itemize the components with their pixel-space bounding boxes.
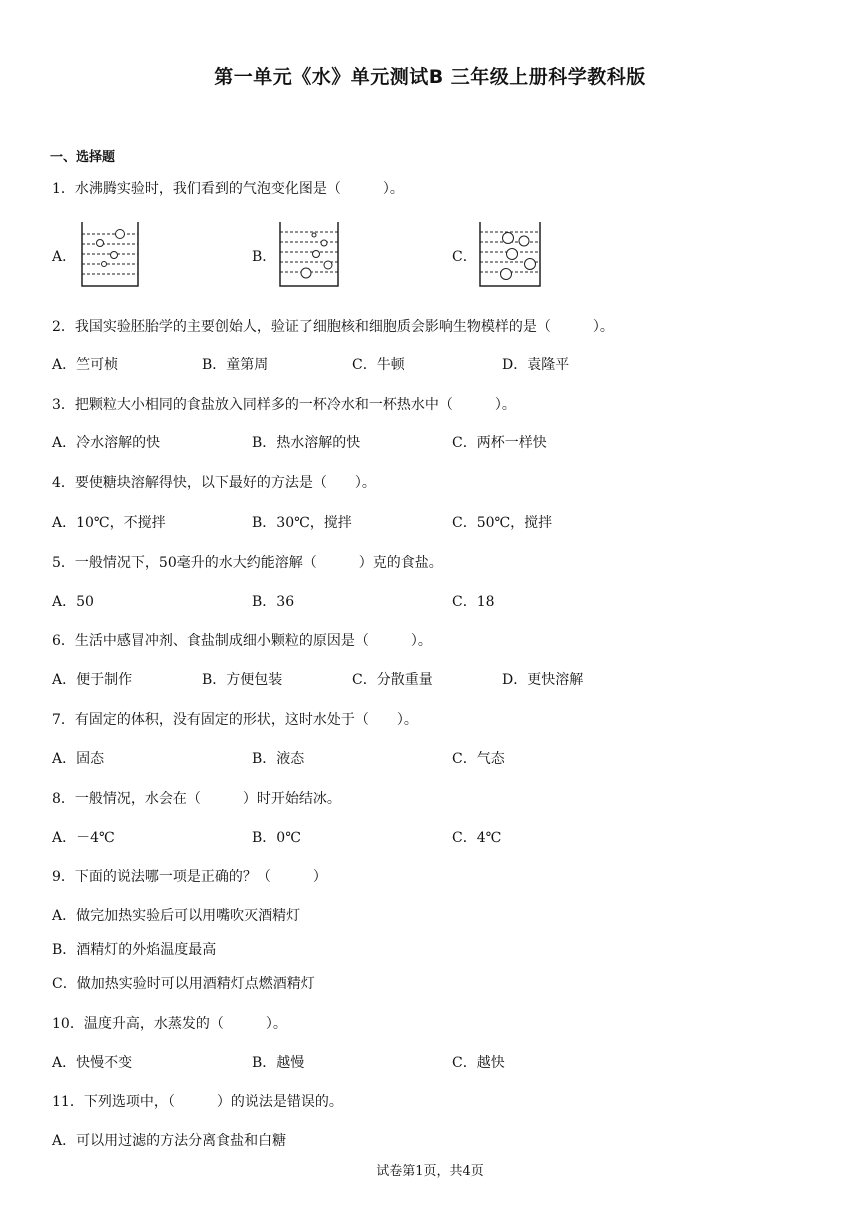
q3-option-c: C．两杯一样快 — [452, 435, 547, 451]
question-11: 11．下列选项中，（ ）的说法是错误的。 — [52, 1094, 343, 1110]
q8-option-c: C．4℃ — [452, 830, 502, 846]
q9-option-c: C．做加热实验时可以用酒精灯点燃酒精灯 — [52, 976, 315, 992]
q10-option-c: C．越快 — [452, 1055, 505, 1071]
section-heading: 一、选择题 — [50, 150, 116, 165]
beaker-diagram-a — [80, 220, 140, 290]
q2-option-b: B．童第周 — [202, 357, 269, 373]
question-5: 5．一般情况下，50毫升的水大约能溶解（ ）克的食盐。 — [52, 555, 443, 571]
question-9: 9．下面的说法哪一项是正确的？（ ） — [52, 869, 327, 885]
beaker-diagram-c — [478, 220, 542, 290]
page-footer: 试卷第1页，共4页 — [376, 1164, 484, 1179]
q6-option-c: C．分散重量 — [352, 672, 433, 688]
question-8: 8．一般情况，水会在（ ）时开始结冰。 — [52, 791, 341, 807]
q2-option-a: A．竺可桢 — [52, 357, 119, 373]
q4-option-c: C．50℃，搅拌 — [452, 515, 553, 531]
q5-option-b: B．36 — [252, 594, 295, 610]
q4-option-b: B．30℃，搅拌 — [252, 515, 352, 531]
q3-option-b: B．热水溶解的快 — [252, 435, 361, 451]
question-7: 7．有固定的体积，没有固定的形状，这时水处于（ ）。 — [52, 712, 418, 728]
q9-option-a: A．做完加热实验后可以用嘴吹灭酒精灯 — [52, 908, 301, 924]
q3-option-a: A．冷水溶解的快 — [52, 435, 161, 451]
q5-option-a: A．50 — [52, 594, 94, 610]
q1-option-a: A． — [52, 249, 77, 265]
question-6: 6．生活中感冒冲剂、食盐制成细小颗粒的原因是（ ）。 — [52, 633, 432, 649]
q5-option-c: C．18 — [452, 594, 495, 610]
q9-option-b: B．酒精灯的外焰温度最高 — [52, 942, 217, 958]
q1-option-c: C． — [452, 249, 477, 265]
q6-option-b: B．方便包装 — [202, 672, 283, 688]
question-10: 10．温度升高，水蒸发的（ ）。 — [52, 1016, 287, 1032]
q10-option-a: A．快慢不变 — [52, 1055, 133, 1071]
q8-option-a: A．－4℃ — [52, 830, 115, 846]
q2-option-d: D．袁隆平 — [502, 357, 570, 373]
q11-option-a: A．可以用过滤的方法分离食盐和白糖 — [52, 1133, 287, 1149]
q10-option-b: B．越慢 — [252, 1055, 305, 1071]
question-1: 1．水沸腾实验时，我们看到的气泡变化图是（ ）。 — [52, 181, 404, 197]
question-2: 2．我国实验胚胎学的主要创始人，验证了细胞核和细胞质会影响生物模样的是（ ）。 — [52, 319, 614, 335]
beaker-diagram-b — [278, 220, 340, 290]
q4-option-a: A．10℃，不搅拌 — [52, 515, 166, 531]
q6-option-d: D．更快溶解 — [502, 672, 584, 688]
q1-option-b: B． — [252, 249, 277, 265]
q7-option-a: A．固态 — [52, 751, 105, 767]
question-3: 3．把颗粒大小相同的食盐放入同样多的一杯冷水和一杯热水中（ ）。 — [52, 397, 516, 413]
q7-option-c: C．气态 — [452, 751, 505, 767]
q6-option-a: A．便于制作 — [52, 672, 133, 688]
q7-option-b: B．液态 — [252, 751, 305, 767]
question-4: 4．要使糖块溶解得快，以下最好的方法是（ ）。 — [52, 475, 376, 491]
q8-option-b: B．0℃ — [252, 830, 301, 846]
q2-option-c: C．牛顿 — [352, 357, 405, 373]
page-title: 第一单元《水》单元测试B 三年级上册科学教科版 — [214, 66, 646, 88]
